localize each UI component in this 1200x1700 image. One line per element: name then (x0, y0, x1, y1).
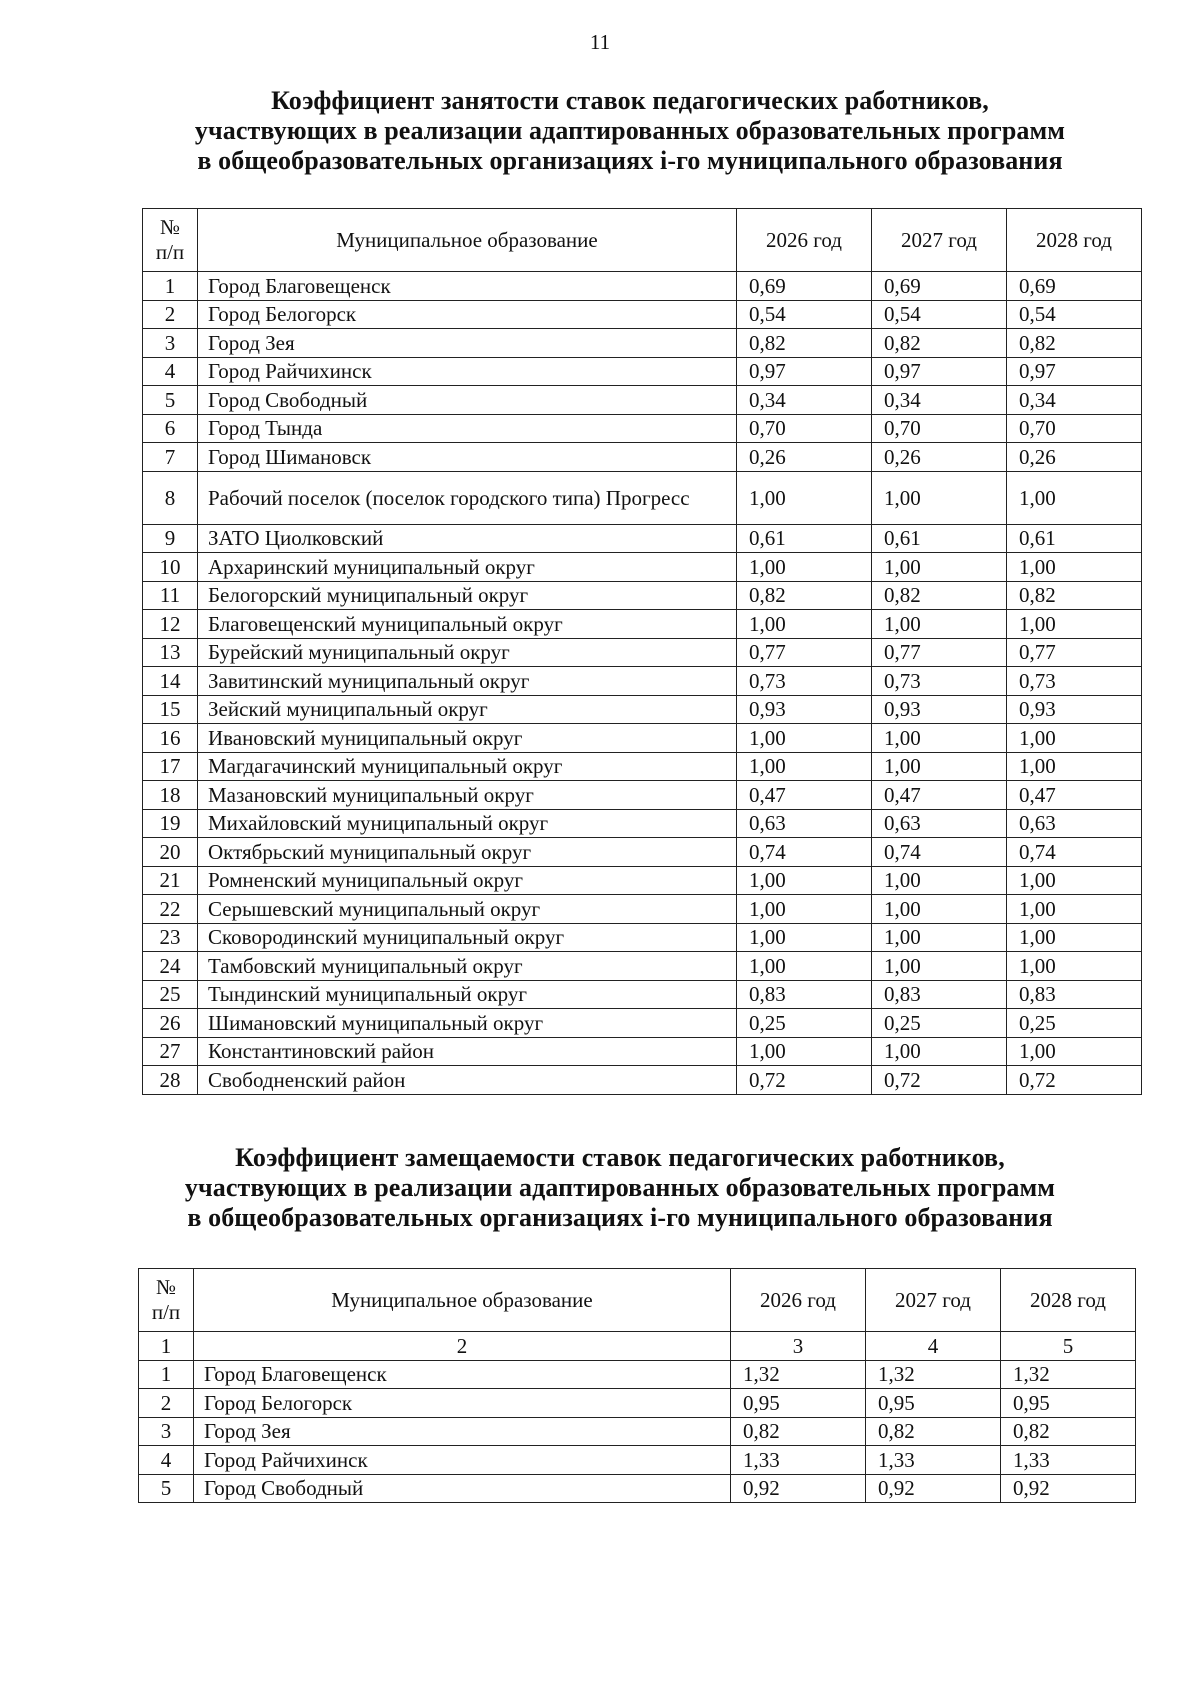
value-2026: 1,32 (731, 1360, 866, 1389)
row-number: 14 (143, 667, 198, 696)
value-2026: 1,33 (731, 1446, 866, 1475)
value-2027: 1,00 (872, 724, 1007, 753)
value-2027: 0,83 (872, 980, 1007, 1009)
row-number: 12 (143, 610, 198, 639)
value-2027: 0,70 (872, 414, 1007, 443)
header-2028: 2028 год (1007, 209, 1142, 272)
table-row (143, 724, 1142, 753)
column-number: 3 (731, 1332, 866, 1361)
row-number: 10 (143, 553, 198, 582)
table-header-row (139, 1269, 1136, 1332)
value-2027: 1,00 (872, 866, 1007, 895)
header-num: № п/п (139, 1269, 194, 1332)
municipality-name: Город Белогорск (194, 1389, 731, 1418)
municipality-name: Город Тында (198, 414, 737, 443)
value-2028: 1,00 (1007, 923, 1142, 952)
value-2026: 0,63 (737, 809, 872, 838)
value-2026: 0,61 (737, 524, 872, 553)
municipality-name: Завитинский муниципальный округ (198, 667, 737, 696)
value-2028: 1,00 (1007, 952, 1142, 981)
value-2027: 0,82 (866, 1417, 1001, 1446)
table-row (143, 895, 1142, 924)
section2-title-line: Коэффициент замещаемости ставок педагогических работников, (235, 1143, 1005, 1172)
row-number: 27 (143, 1037, 198, 1066)
row-number: 1 (143, 272, 198, 301)
value-2027: 1,00 (872, 1037, 1007, 1066)
municipality-name: Архаринский муниципальный округ (198, 553, 737, 582)
value-2027: 0,97 (872, 357, 1007, 386)
value-2026: 0,93 (737, 695, 872, 724)
header-num: № п/п (143, 209, 198, 272)
value-2027: 1,00 (872, 952, 1007, 981)
header-2027: 2027 год (866, 1269, 1001, 1332)
row-number: 4 (139, 1446, 194, 1475)
table-row (143, 695, 1142, 724)
municipality-name: Город Свободный (194, 1474, 731, 1503)
municipality-name: Михайловский муниципальный округ (198, 809, 737, 838)
column-number-row (139, 1332, 1136, 1361)
municipality-name: Бурейский муниципальный округ (198, 638, 737, 667)
row-number: 3 (139, 1417, 194, 1446)
value-2028: 0,83 (1007, 980, 1142, 1009)
value-2027: 0,72 (872, 1066, 1007, 1095)
value-2027: 0,63 (872, 809, 1007, 838)
table-row (143, 524, 1142, 553)
municipality-name: Город Благовещенск (198, 272, 737, 301)
value-2027: 0,77 (872, 638, 1007, 667)
value-2026: 1,00 (737, 923, 872, 952)
table-row (143, 980, 1142, 1009)
table-row (143, 414, 1142, 443)
column-number: 4 (866, 1332, 1001, 1361)
value-2027: 0,74 (872, 838, 1007, 867)
header-2028: 2028 год (1001, 1269, 1136, 1332)
table-row (143, 329, 1142, 358)
table-row (143, 781, 1142, 810)
value-2028: 1,00 (1007, 895, 1142, 924)
row-number: 5 (139, 1474, 194, 1503)
table-row (143, 581, 1142, 610)
value-2028: 0,97 (1007, 357, 1142, 386)
row-number: 28 (143, 1066, 198, 1095)
table-header-row (143, 209, 1142, 272)
table-row (139, 1360, 1136, 1389)
value-2026: 0,74 (737, 838, 872, 867)
row-number: 19 (143, 809, 198, 838)
employment-coefficient-table (142, 208, 1142, 1095)
value-2027: 0,82 (872, 581, 1007, 610)
value-2028: 0,82 (1007, 329, 1142, 358)
value-2027: 0,26 (872, 443, 1007, 472)
value-2028: 0,82 (1007, 581, 1142, 610)
municipality-name: Город Зея (194, 1417, 731, 1446)
municipality-name: Магдагачинский муниципальный округ (198, 752, 737, 781)
value-2026: 0,83 (737, 980, 872, 1009)
value-2027: 0,61 (872, 524, 1007, 553)
municipality-name: Город Шимановск (198, 443, 737, 472)
table-row (143, 357, 1142, 386)
row-number: 4 (143, 357, 198, 386)
municipality-name: Благовещенский муниципальный округ (198, 610, 737, 639)
table-row (143, 952, 1142, 981)
municipality-name: Октябрьский муниципальный округ (198, 838, 737, 867)
municipality-name: Город Свободный (198, 386, 737, 415)
municipality-name: Город Райчихинск (194, 1446, 731, 1475)
column-number: 1 (139, 1332, 194, 1361)
header-2027: 2027 год (872, 209, 1007, 272)
table-body (143, 272, 1142, 1095)
value-2027: 0,95 (866, 1389, 1001, 1418)
table-row (143, 386, 1142, 415)
table-row (143, 272, 1142, 301)
value-2028: 0,70 (1007, 414, 1142, 443)
table-row (143, 443, 1142, 472)
value-2026: 0,92 (731, 1474, 866, 1503)
table-row (139, 1389, 1136, 1418)
value-2026: 1,00 (737, 1037, 872, 1066)
row-number: 3 (143, 329, 198, 358)
value-2027: 0,54 (872, 300, 1007, 329)
header-2026: 2026 год (737, 209, 872, 272)
municipality-name: Ромненский муниципальный округ (198, 866, 737, 895)
value-2028: 0,72 (1007, 1066, 1142, 1095)
row-number: 25 (143, 980, 198, 1009)
value-2028: 0,92 (1001, 1474, 1136, 1503)
value-2028: 1,00 (1007, 866, 1142, 895)
row-number: 2 (139, 1389, 194, 1418)
municipality-name: Свободненский район (198, 1066, 737, 1095)
municipality-name: Серышевский муниципальный округ (198, 895, 737, 924)
value-2026: 0,25 (737, 1009, 872, 1038)
table-row (143, 638, 1142, 667)
table-row (143, 1066, 1142, 1095)
section2-title-line: в общеобразовательных организациях i-го муниципального образования (187, 1203, 1053, 1232)
municipality-name: Зейский муниципальный округ (198, 695, 737, 724)
table-row (143, 610, 1142, 639)
row-number: 15 (143, 695, 198, 724)
municipality-name: Белогорский муниципальный округ (198, 581, 737, 610)
column-number: 2 (194, 1332, 731, 1361)
table-row (139, 1474, 1136, 1503)
column-number: 5 (1001, 1332, 1136, 1361)
row-number: 18 (143, 781, 198, 810)
section1-title-line: в общеобразовательных организациях i-го муниципального образования (197, 146, 1063, 175)
value-2027: 1,00 (872, 471, 1007, 524)
value-2026: 0,95 (731, 1389, 866, 1418)
value-2028: 0,26 (1007, 443, 1142, 472)
value-2026: 0,77 (737, 638, 872, 667)
table-row (143, 1009, 1142, 1038)
value-2026: 0,47 (737, 781, 872, 810)
row-number: 20 (143, 838, 198, 867)
municipality-name: Константиновский район (198, 1037, 737, 1066)
value-2026: 1,00 (737, 610, 872, 639)
municipality-name: ЗАТО Циолковский (198, 524, 737, 553)
value-2028: 1,00 (1007, 752, 1142, 781)
value-2028: 1,33 (1001, 1446, 1136, 1475)
row-number: 13 (143, 638, 198, 667)
value-2026: 1,00 (737, 752, 872, 781)
table-row (143, 752, 1142, 781)
value-2028: 0,73 (1007, 667, 1142, 696)
value-2028: 1,32 (1001, 1360, 1136, 1389)
row-number: 7 (143, 443, 198, 472)
value-2028: 0,47 (1007, 781, 1142, 810)
header-name: Муниципальное образование (198, 209, 737, 272)
municipality-name: Город Благовещенск (194, 1360, 731, 1389)
row-number: 2 (143, 300, 198, 329)
municipality-name: Тамбовский муниципальный округ (198, 952, 737, 981)
section1-title (150, 86, 1110, 176)
municipality-name: Город Зея (198, 329, 737, 358)
value-2028: 0,25 (1007, 1009, 1142, 1038)
table-row (143, 866, 1142, 895)
header-name: Муниципальное образование (194, 1269, 731, 1332)
municipality-name: Тындинский муниципальный округ (198, 980, 737, 1009)
value-2026: 1,00 (737, 724, 872, 753)
value-2027: 0,82 (872, 329, 1007, 358)
value-2028: 0,74 (1007, 838, 1142, 867)
row-number: 16 (143, 724, 198, 753)
row-number: 9 (143, 524, 198, 553)
value-2028: 0,93 (1007, 695, 1142, 724)
header-2026: 2026 год (731, 1269, 866, 1332)
value-2026: 0,73 (737, 667, 872, 696)
value-2026: 0,82 (737, 329, 872, 358)
table-row (143, 1037, 1142, 1066)
value-2026: 1,00 (737, 553, 872, 582)
value-2027: 0,25 (872, 1009, 1007, 1038)
value-2027: 1,00 (872, 553, 1007, 582)
municipality-name: Город Райчихинск (198, 357, 737, 386)
value-2028: 0,54 (1007, 300, 1142, 329)
table-row (143, 553, 1142, 582)
value-2026: 1,00 (737, 471, 872, 524)
table-body (139, 1332, 1136, 1503)
value-2026: 0,82 (737, 581, 872, 610)
value-2028: 1,00 (1007, 610, 1142, 639)
row-number: 1 (139, 1360, 194, 1389)
section2-title (140, 1143, 1100, 1233)
value-2026: 0,69 (737, 272, 872, 301)
value-2026: 0,54 (737, 300, 872, 329)
value-2028: 1,00 (1007, 1037, 1142, 1066)
value-2026: 1,00 (737, 895, 872, 924)
row-number: 24 (143, 952, 198, 981)
value-2028: 0,63 (1007, 809, 1142, 838)
row-number: 22 (143, 895, 198, 924)
page-number: 11 (589, 30, 611, 54)
value-2026: 0,82 (731, 1417, 866, 1446)
table-row (143, 923, 1142, 952)
table-row (143, 809, 1142, 838)
value-2026: 0,34 (737, 386, 872, 415)
row-number: 23 (143, 923, 198, 952)
value-2027: 0,69 (872, 272, 1007, 301)
table-row (139, 1446, 1136, 1475)
value-2026: 1,00 (737, 952, 872, 981)
table-row (143, 838, 1142, 867)
table-row (143, 471, 1142, 524)
row-number: 8 (143, 471, 198, 524)
row-number: 21 (143, 866, 198, 895)
value-2026: 0,72 (737, 1066, 872, 1095)
section1-title-line: участвующих в реализации адаптированных образовательных программ (194, 116, 1066, 145)
municipality-name: Сковородинский муниципальный округ (198, 923, 737, 952)
value-2026: 0,97 (737, 357, 872, 386)
row-number: 6 (143, 414, 198, 443)
value-2027: 1,32 (866, 1360, 1001, 1389)
value-2028: 0,95 (1001, 1389, 1136, 1418)
row-number: 26 (143, 1009, 198, 1038)
section2-title-line: участвующих в реализации адаптированных образовательных программ (184, 1173, 1056, 1202)
table-row (143, 300, 1142, 329)
value-2027: 0,34 (872, 386, 1007, 415)
value-2028: 0,61 (1007, 524, 1142, 553)
value-2027: 0,47 (872, 781, 1007, 810)
value-2027: 1,00 (872, 923, 1007, 952)
value-2026: 1,00 (737, 866, 872, 895)
value-2028: 0,82 (1001, 1417, 1136, 1446)
value-2027: 0,92 (866, 1474, 1001, 1503)
value-2028: 1,00 (1007, 553, 1142, 582)
value-2028: 1,00 (1007, 724, 1142, 753)
value-2026: 0,70 (737, 414, 872, 443)
value-2026: 0,26 (737, 443, 872, 472)
municipality-name: Шимановский муниципальный округ (198, 1009, 737, 1038)
municipality-name: Город Белогорск (198, 300, 737, 329)
table-row (139, 1417, 1136, 1446)
value-2027: 0,93 (872, 695, 1007, 724)
row-number: 11 (143, 581, 198, 610)
table-row (143, 667, 1142, 696)
value-2027: 0,73 (872, 667, 1007, 696)
replacement-coefficient-table (138, 1268, 1136, 1503)
value-2027: 1,33 (866, 1446, 1001, 1475)
section1-title-line: Коэффициент занятости ставок педагогических работников, (271, 86, 989, 115)
municipality-name: Рабочий поселок (поселок городского типа) Прогресс (198, 471, 737, 524)
value-2027: 1,00 (872, 752, 1007, 781)
value-2028: 0,69 (1007, 272, 1142, 301)
value-2028: 1,00 (1007, 471, 1142, 524)
value-2027: 1,00 (872, 895, 1007, 924)
municipality-name: Мазановский муниципальный округ (198, 781, 737, 810)
row-number: 17 (143, 752, 198, 781)
municipality-name: Ивановский муниципальный округ (198, 724, 737, 753)
value-2028: 0,77 (1007, 638, 1142, 667)
row-number: 5 (143, 386, 198, 415)
value-2027: 1,00 (872, 610, 1007, 639)
value-2028: 0,34 (1007, 386, 1142, 415)
